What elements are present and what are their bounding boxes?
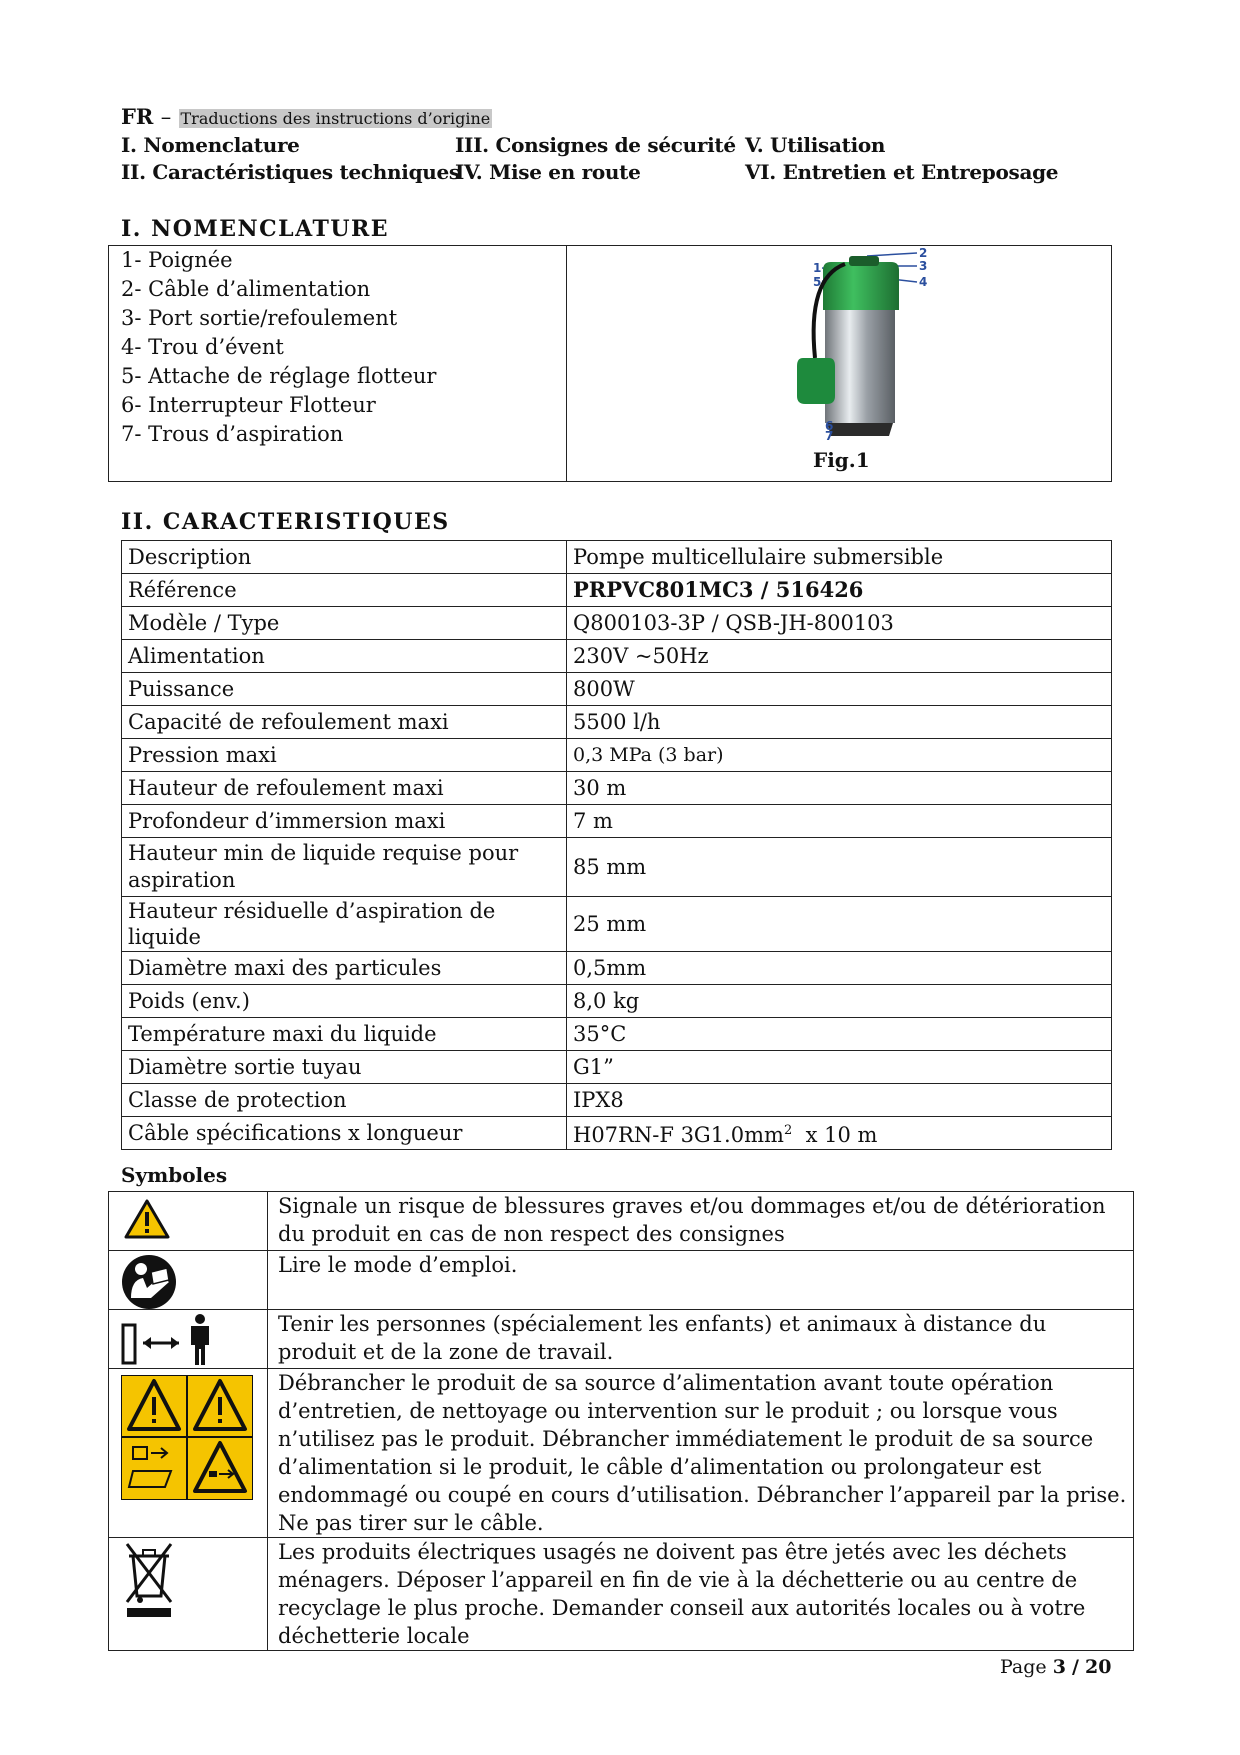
section-title-symboles: Symboles <box>121 1163 228 1187</box>
table-row <box>109 1310 1134 1369</box>
spec-label: Diamètre sortie tuyau <box>122 1051 567 1084</box>
unplug-warning-icons <box>121 1375 253 1500</box>
table-row <box>122 1084 1112 1117</box>
list-item: 6- Interrupteur Flotteur <box>121 393 376 417</box>
spec-value: 8,0 kg <box>567 985 1112 1018</box>
spec-label: Diamètre maxi des particules <box>122 952 567 985</box>
spec-label: Capacité de refoulement maxi <box>122 706 567 739</box>
warning-triangle-icon <box>123 1198 171 1240</box>
spec-label: Température maxi du liquide <box>122 1018 567 1051</box>
read-manual-icon <box>121 1254 177 1310</box>
symbol-description: Débrancher le produit de sa source d’alimentation avant toute opération d’entretien, de nettoyage ou intervention sur le produit ; ou lorsque vous n’utilisez pas le produit. Débrancher immédiatement le produit de sa source d’alimentation si le produit, le câble d’alimentation ou prolongateur est endommagé ou coupé en cours d’utilisation. Débrancher l’appareil par la prise. Ne pas tirer sur le câble. <box>268 1369 1134 1538</box>
table-row <box>122 805 1112 838</box>
spec-value: Pompe multicellulaire submersible <box>567 541 1112 574</box>
symbol-description: Tenir les personnes (spécialement les enfants) et animaux à distance du produit et de la zone de travail. <box>268 1310 1134 1369</box>
list-item: 2- Câble d’alimentation <box>121 277 371 301</box>
callout-2: 2 <box>919 248 928 260</box>
header-subtitle: Traductions des instructions d’origine <box>180 109 491 128</box>
table-row <box>122 574 1112 607</box>
spec-value <box>567 1117 1112 1150</box>
header-dash: – <box>160 105 172 129</box>
table-row <box>122 985 1112 1018</box>
table-row <box>122 1117 1112 1150</box>
list-item: 7- Trous d’aspiration <box>121 422 344 446</box>
table-row <box>122 838 1112 897</box>
callout-7: 7 <box>825 429 834 443</box>
page-label: Page <box>1000 1656 1047 1678</box>
spec-label: Câble spécifications x longueur <box>122 1117 567 1150</box>
symbol-description: Signale un risque de blessures graves et/ou dommages et/ou de détérioration du produit en cas de non respect des consignes <box>268 1192 1134 1251</box>
symbols-table <box>108 1191 1134 1651</box>
toc-item-entretien: VI. Entretien et Entreposage <box>745 160 1059 184</box>
spec-value: 35°C <box>567 1018 1112 1051</box>
list-item: 5- Attache de réglage flotteur <box>121 364 437 388</box>
spec-value: 5500 l/h <box>567 706 1112 739</box>
spec-label: Poids (env.) <box>122 985 567 1018</box>
spec-value: 0,3 MPa (3 bar) <box>567 739 1112 772</box>
figure-caption: Fig.1 <box>813 448 870 472</box>
table-row <box>122 772 1112 805</box>
table-row <box>122 1018 1112 1051</box>
table-row <box>109 1192 1134 1251</box>
symbol-description: Lire le mode d’emploi. <box>268 1251 1134 1310</box>
toc-item-securite: III. Consignes de sécurité <box>455 133 736 157</box>
spec-value: 30 m <box>567 772 1112 805</box>
list-item: 4- Trou d’évent <box>121 335 284 359</box>
spec-label: Modèle / Type <box>122 607 567 640</box>
table-row <box>109 1251 1134 1310</box>
callout-6: 6 <box>825 419 834 433</box>
language-code: FR <box>121 104 154 129</box>
spec-value: 25 mm <box>567 897 1112 952</box>
table-row <box>122 541 1112 574</box>
spec-value: 85 mm <box>567 838 1112 897</box>
nomenclature-list <box>109 246 567 482</box>
spec-label: Description <box>122 541 567 574</box>
spec-value: 0,5mm <box>567 952 1112 985</box>
symbol-description: Les produits électriques usagés ne doivent pas être jetés avec les déchets ménagers. Déposer l’appareil en fin de vie à la déchetterie ou au centre de recyclage le plus proche. Demander conseil aux autorités locales ou à votre déchetterie locale <box>268 1538 1134 1651</box>
spec-value: Q800103-3P / QSB-JH-800103 <box>567 607 1112 640</box>
pump-illustration <box>767 248 967 458</box>
spec-label: Puissance <box>122 673 567 706</box>
callout-4: 4 <box>919 275 928 289</box>
spec-value: 7 m <box>567 805 1112 838</box>
spec-label: Hauteur de refoulement maxi <box>122 772 567 805</box>
document-header <box>121 104 492 129</box>
figure-cell <box>567 246 1112 482</box>
table-row <box>122 706 1112 739</box>
spec-label: Pression maxi <box>122 739 567 772</box>
table-row <box>122 1051 1112 1084</box>
spec-label: Profondeur d’immersion maxi <box>122 805 567 838</box>
spec-value: G1” <box>567 1051 1112 1084</box>
keep-distance-icon <box>121 1313 221 1367</box>
spec-value: 230V ~50Hz <box>567 640 1112 673</box>
cable-spec-length: x 10 m <box>792 1123 878 1147</box>
section-title-nomenclature: I. NOMENCLATURE <box>121 216 390 242</box>
callout-5: 5 <box>813 275 822 289</box>
toc-item-utilisation: V. Utilisation <box>745 133 886 157</box>
table-row <box>122 673 1112 706</box>
table-row <box>122 607 1112 640</box>
table-row <box>109 1369 1134 1538</box>
toc-item-mise-en-route: IV. Mise en route <box>455 160 641 184</box>
weee-bin-icon <box>123 1542 175 1620</box>
nomenclature-table <box>108 245 1112 482</box>
spec-value: PRPVC801MC3 / 516426 <box>567 574 1112 607</box>
spec-label: Alimentation <box>122 640 567 673</box>
page-current: 3 <box>1052 1656 1066 1678</box>
page-separator: / <box>1072 1656 1079 1678</box>
table-row <box>122 739 1112 772</box>
toc-item-caracteristiques: II. Caractéristiques techniques <box>121 160 460 184</box>
spec-label: Classe de protection <box>122 1084 567 1117</box>
table-row <box>122 640 1112 673</box>
table-row <box>122 952 1112 985</box>
spec-label: Hauteur min de liquide requise pour aspiration <box>122 838 567 897</box>
toc-item-nomenclature: I. Nomenclature <box>121 133 300 157</box>
spec-label: Hauteur résiduelle d’aspiration de liquide <box>122 897 567 952</box>
spec-value: IPX8 <box>567 1084 1112 1117</box>
table-row <box>122 897 1112 952</box>
table-row <box>109 1538 1134 1651</box>
cable-spec-main: H07RN-F 3G1.0mm <box>573 1123 784 1147</box>
list-item: 1- Poignée <box>121 248 233 272</box>
cable-spec-superscript: 2 <box>783 1123 793 1138</box>
page-total: 20 <box>1085 1656 1112 1678</box>
page-number <box>1000 1656 1111 1678</box>
list-item: 3- Port sortie/refoulement <box>121 306 398 330</box>
section-title-caracteristiques: II. CARACTERISTIQUES <box>121 509 450 535</box>
callout-1: 1 <box>813 261 822 275</box>
spec-label: Référence <box>122 574 567 607</box>
spec-value: 800W <box>567 673 1112 706</box>
callout-3: 3 <box>919 259 928 273</box>
specs-table <box>121 540 1112 1150</box>
